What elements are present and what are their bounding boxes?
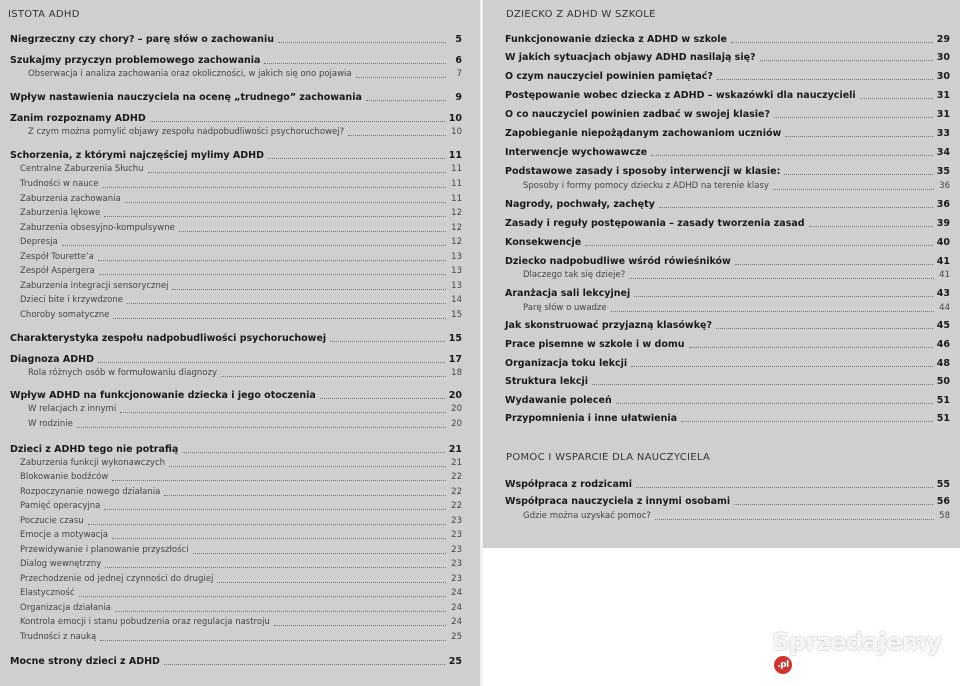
toc-page-number: 7 xyxy=(456,69,462,79)
toc-page-number: 23 xyxy=(451,516,462,526)
toc-entry-title: Choroby somatyczne xyxy=(20,310,110,320)
toc-entry-title: Sposoby i formy pomocy dziecku z ADHD na terenie klasy xyxy=(523,181,769,191)
toc-entry xyxy=(10,250,462,263)
toc-page-number: 31 xyxy=(936,90,950,101)
toc-page-number: 40 xyxy=(936,237,950,248)
toc-entry-title: Rola różnych osób w formułowaniu diagnozy xyxy=(28,368,217,378)
toc-entry-title: O czym nauczyciel powinien pamiętać? xyxy=(505,71,713,82)
toc-entry-title: Współpraca nauczyciela z innymi osobami xyxy=(505,496,731,507)
toc-page-number: 58 xyxy=(939,511,950,521)
toc-page-number: 24 xyxy=(451,617,462,627)
toc-page-number: 56 xyxy=(936,496,950,507)
toc-entry xyxy=(10,162,462,175)
toc-entry-title: Poczucie czasu xyxy=(20,516,84,526)
dot-leader xyxy=(88,523,446,525)
dot-leader xyxy=(193,552,446,554)
dot-leader xyxy=(348,134,446,136)
toc-entry xyxy=(10,111,462,124)
toc-page-number: 51 xyxy=(936,395,950,406)
toc-entry xyxy=(10,90,462,103)
toc-entry-title: Schorzenia, z którymi najczęściej mylimy ADHD xyxy=(10,150,264,161)
toc-entry-title: Dialog wewnętrzny xyxy=(20,559,102,569)
dot-leader xyxy=(104,508,446,510)
toc-entry-title: Postępowanie wobec dziecka z ADHD – wskazówki dla nauczycieli xyxy=(505,90,856,101)
dot-leader xyxy=(366,99,446,101)
dot-leader xyxy=(98,259,446,261)
toc-entry-title: Dzieci z ADHD tego nie potrafią xyxy=(10,444,179,455)
dot-leader xyxy=(112,537,446,539)
toc-entry xyxy=(10,442,462,455)
toc-page-number: 46 xyxy=(936,339,950,350)
dot-leader xyxy=(100,639,446,641)
toc-page-number: 35 xyxy=(936,166,950,177)
toc-page-number: 24 xyxy=(451,603,462,613)
watermark-badge: .pl xyxy=(774,656,792,674)
toc-entry-title: Zasady i reguły postępowania – zasady tworzenia zasad xyxy=(505,218,805,229)
toc-page-number: 20 xyxy=(451,419,462,429)
toc-page-number: 25 xyxy=(448,656,462,667)
dot-leader xyxy=(99,273,446,275)
dot-leader xyxy=(120,411,446,413)
toc-entry xyxy=(10,499,462,512)
toc-entry-title: Przewidywanie i planowanie przyszłości xyxy=(20,545,189,555)
toc-entry xyxy=(10,557,462,570)
toc-entry-title: Rozpoczynanie nowego działania xyxy=(20,487,161,497)
toc-entry xyxy=(10,615,462,628)
toc-entry xyxy=(10,235,462,248)
toc-entry-title: Wpływ ADHD na funkcjonowanie dziecka i jego otoczenia xyxy=(10,390,316,401)
dot-leader xyxy=(655,518,934,520)
toc-entry xyxy=(10,32,462,45)
toc-entry-title: Współpraca z rodzicami xyxy=(505,479,633,490)
dot-leader xyxy=(268,157,445,159)
dot-leader xyxy=(182,451,444,453)
toc-entry xyxy=(10,543,462,556)
toc-entry xyxy=(10,331,462,344)
toc-entry-title: W relacjach z innymi xyxy=(28,404,117,414)
dot-leader xyxy=(330,340,445,342)
toc-page-number: 13 xyxy=(451,266,462,276)
toc-entry xyxy=(10,148,462,161)
toc-page-number: 51 xyxy=(936,413,950,424)
toc-page-number: 12 xyxy=(451,237,462,247)
dot-leader xyxy=(104,215,446,217)
toc-page-number: 15 xyxy=(451,310,462,320)
toc-entry xyxy=(10,125,462,138)
toc-page-number: 33 xyxy=(936,128,950,139)
dot-leader xyxy=(264,62,446,64)
dot-leader xyxy=(150,120,445,122)
watermark-text: Sprzedajemy xyxy=(772,628,942,656)
toc-page-number: 30 xyxy=(936,71,950,82)
dot-leader xyxy=(172,288,446,290)
toc-entry-title: Przypomnienia i inne ułatwienia xyxy=(505,413,678,424)
toc-page-number: 14 xyxy=(451,295,462,305)
toc-page-number: 22 xyxy=(451,501,462,511)
toc-page-number: 23 xyxy=(451,559,462,569)
toc-entry-title: Niegrzeczny czy chory? – parę słów o zachowaniu xyxy=(10,34,274,45)
toc-entry-title: Zaburzenia integracji sensorycznej xyxy=(20,281,169,291)
toc-page-number: 5 xyxy=(455,34,462,45)
toc-entry xyxy=(10,456,462,469)
toc-page-number: 11 xyxy=(451,194,462,204)
toc-page-number: 23 xyxy=(451,545,462,555)
toc-entry-title: Dlaczego tak się dzieje? xyxy=(523,270,626,280)
toc-page-number: 11 xyxy=(451,179,462,189)
toc-page-number: 41 xyxy=(939,270,950,280)
toc-page-number: 21 xyxy=(451,458,462,468)
watermark-logo xyxy=(772,628,960,684)
toc-page-number: 31 xyxy=(936,109,950,120)
dot-leader xyxy=(112,479,446,481)
toc-page-number: 10 xyxy=(451,127,462,137)
toc-entry-title: Trudności w nauce xyxy=(20,179,99,189)
toc-entry xyxy=(10,586,462,599)
toc-page-number: 20 xyxy=(448,390,462,401)
toc-page-number: 55 xyxy=(936,479,950,490)
dot-leader xyxy=(115,610,446,612)
toc-entry-title: Podstawowe zasady i sposoby interwencji w klasie: xyxy=(505,166,781,177)
toc-page-number: 22 xyxy=(451,487,462,497)
toc-entry-title: Depresja xyxy=(20,237,58,247)
toc-page-number: 20 xyxy=(451,404,462,414)
toc-entry xyxy=(505,509,950,522)
toc-page-number: 21 xyxy=(448,444,462,455)
toc-entry xyxy=(10,402,462,415)
toc-entry xyxy=(10,206,462,219)
dot-leader xyxy=(105,566,446,568)
toc-page-number: 34 xyxy=(936,147,950,158)
toc-entry xyxy=(10,601,462,614)
toc-page-number: 41 xyxy=(936,256,950,267)
toc-entry xyxy=(10,192,462,205)
toc-entry xyxy=(10,572,462,585)
right-page xyxy=(483,0,960,548)
toc-entry-title: W rodzinie xyxy=(28,419,73,429)
toc-entry-title: Organizacja działania xyxy=(20,603,112,613)
toc-page-number: 13 xyxy=(451,281,462,291)
toc-entry xyxy=(10,293,462,306)
toc-page-number: 50 xyxy=(936,376,950,387)
toc-page-number: 30 xyxy=(936,52,950,63)
dot-leader xyxy=(148,171,446,173)
toc-entry-title: Struktura lekcji xyxy=(505,376,589,387)
toc-entry xyxy=(10,264,462,277)
toc-entry-title: Wydawanie poleceń xyxy=(505,395,612,406)
toc-entry-title: Centralne Zaburzenia Słuchu xyxy=(20,164,144,174)
toc-entry-title: Wpływ nastawienia nauczyciela na ocenę „trudnego” zachowania xyxy=(10,92,362,103)
dot-leader xyxy=(103,186,446,188)
toc-entry-title: Obserwacja i analiza zachowania oraz okoliczności, w jakich się ono pojawia xyxy=(28,69,352,79)
toc-entry xyxy=(10,654,462,667)
toc-entry xyxy=(10,279,462,292)
dot-leader xyxy=(169,465,446,467)
toc-page-number: 6 xyxy=(455,55,462,66)
toc-entry-title: Kontrola emocji i stanu pobudzenia oraz regulacja nastroju xyxy=(20,617,270,627)
toc-entry-title: Konsekwencje xyxy=(505,237,582,248)
toc-page-number: 44 xyxy=(939,303,950,313)
toc-page-number: 13 xyxy=(451,252,462,262)
toc-entry xyxy=(10,630,462,643)
toc-page-number: 43 xyxy=(936,288,950,299)
section-title-right: DZIECKO Z ADHD W SZKOLE xyxy=(506,9,656,20)
dot-leader xyxy=(125,201,446,203)
toc-entry xyxy=(10,366,462,379)
dot-leader xyxy=(164,494,446,496)
dot-leader xyxy=(734,503,933,505)
toc-page-number: 36 xyxy=(939,181,950,191)
toc-entry-title: Dzieci bite i krzywdzone xyxy=(20,295,123,305)
toc-entry-title: Pamięć operacyjna xyxy=(20,501,101,511)
toc-entry-title: Blokowanie bodźców xyxy=(20,472,109,482)
dot-leader xyxy=(278,41,446,43)
toc-entry xyxy=(10,53,462,66)
toc-page-number: 45 xyxy=(936,320,950,331)
toc-entry-title: Trudności z nauką xyxy=(20,632,97,642)
toc-page-number: 11 xyxy=(448,150,462,161)
toc-entry-title: O co nauczyciel powinien zadbać w swojej klasie? xyxy=(505,109,770,120)
toc-entry-title: Zapobieganie niepożądanym zachowaniom uczniów xyxy=(505,128,782,139)
toc-entry-title: Z czym można pomylić objawy zespołu nadpobudliwości psychoruchowej? xyxy=(28,127,345,137)
toc-entry xyxy=(10,485,462,498)
toc-entry xyxy=(10,352,462,365)
toc-page-number: 23 xyxy=(451,574,462,584)
toc-list-right-2 xyxy=(505,0,950,548)
toc-entry-title: Nagrody, pochwały, zachęty xyxy=(505,199,655,210)
toc-page-number: 25 xyxy=(451,632,462,642)
toc-entry-title: Szukajmy przyczyn problemowego zachowania xyxy=(10,55,261,66)
dot-leader xyxy=(127,302,446,304)
toc-page-number: 12 xyxy=(451,208,462,218)
toc-entry-title: Zespół Tourette’a xyxy=(20,252,94,262)
toc-entry-title: Zanim rozpoznamy ADHD xyxy=(10,113,146,124)
toc-list-left xyxy=(10,0,462,686)
toc-page-number: 24 xyxy=(451,588,462,598)
toc-entry xyxy=(10,388,462,401)
section-title-left: ISTOTA ADHD xyxy=(8,9,80,20)
dot-leader xyxy=(221,375,446,377)
dot-leader xyxy=(98,361,445,363)
toc-page-number: 10 xyxy=(448,113,462,124)
toc-page-number: 39 xyxy=(936,218,950,229)
toc-entry xyxy=(10,470,462,483)
toc-entry-title: Jak skonstruować przyjazną klasówkę? xyxy=(505,320,712,331)
toc-entry-title: Zaburzenia lękowe xyxy=(20,208,101,218)
toc-entry-title: Emocje a motywacja xyxy=(20,530,108,540)
toc-entry-title: Zaburzenia funkcji wykonawczych xyxy=(20,458,166,468)
toc-entry xyxy=(10,308,462,321)
toc-page-number: 22 xyxy=(451,472,462,482)
toc-entry xyxy=(10,221,462,234)
toc-page-number: 36 xyxy=(936,199,950,210)
toc-entry-title: Dziecko nadpobudliwe wśród rówieśników xyxy=(505,256,731,267)
toc-entry-title: Interwencje wychowawcze xyxy=(505,147,648,158)
toc-page-number: 12 xyxy=(451,223,462,233)
toc-page-number: 11 xyxy=(451,164,462,174)
toc-entry xyxy=(10,67,462,80)
toc-page-number: 18 xyxy=(451,368,462,378)
toc-entry-title: Przechodzenie od jednej czynności do drugiej xyxy=(20,574,214,584)
toc-entry-title: Funkcjonowanie dziecka z ADHD w szkole xyxy=(505,34,727,45)
toc-entry xyxy=(505,494,950,507)
toc-entry-title: Zaburzenia obsesyjno-kompulsywne xyxy=(20,223,175,233)
toc-entry-title: W jakich sytuacjach objawy ADHD nasilają się? xyxy=(505,52,756,63)
dot-leader xyxy=(320,397,445,399)
dot-leader xyxy=(79,595,446,597)
dot-leader xyxy=(62,244,446,246)
toc-page-number: 17 xyxy=(448,354,462,365)
dot-leader xyxy=(164,663,445,665)
toc-entry-title: Organizacja toku lekcji xyxy=(505,358,628,369)
toc-entry xyxy=(10,177,462,190)
toc-entry-title: Diagnoza ADHD xyxy=(10,354,94,365)
dot-leader xyxy=(113,317,446,319)
toc-entry-title: Parę słów o uwadze xyxy=(523,303,607,313)
toc-entry-title: Zaburzenia zachowania xyxy=(20,194,121,204)
dot-leader xyxy=(179,230,446,232)
dot-leader xyxy=(636,486,933,488)
toc-entry xyxy=(10,417,462,430)
toc-page-number: 9 xyxy=(455,92,462,103)
dot-leader xyxy=(274,624,446,626)
dot-leader xyxy=(217,581,446,583)
toc-page-number: 15 xyxy=(448,333,462,344)
toc-entry-title: Prace pisemne w szkole i w domu xyxy=(505,339,685,350)
toc-entry xyxy=(10,514,462,527)
toc-entry xyxy=(505,477,950,490)
toc-entry-title: Aranżacja sali lekcyjnej xyxy=(505,288,631,299)
toc-entry-title: Zespół Aspergera xyxy=(20,266,95,276)
dot-leader xyxy=(77,426,446,428)
toc-page-number: 23 xyxy=(451,530,462,540)
toc-page-number: 48 xyxy=(936,358,950,369)
toc-page-number: 29 xyxy=(936,34,950,45)
toc-entry-title: Mocne strony dzieci z ADHD xyxy=(10,656,160,667)
toc-entry-title: Gdzie można uzyskać pomoc? xyxy=(523,511,651,521)
toc-entry-title: Charakterystyka zespołu nadpobudliwości psychoruchowej xyxy=(10,333,327,344)
toc-entry xyxy=(10,528,462,541)
section-title-right-2: POMOC I WSPARCIE DLA NAUCZYCIELA xyxy=(506,452,711,463)
dot-leader xyxy=(356,76,446,78)
toc-entry-title: Elastyczność xyxy=(20,588,75,598)
